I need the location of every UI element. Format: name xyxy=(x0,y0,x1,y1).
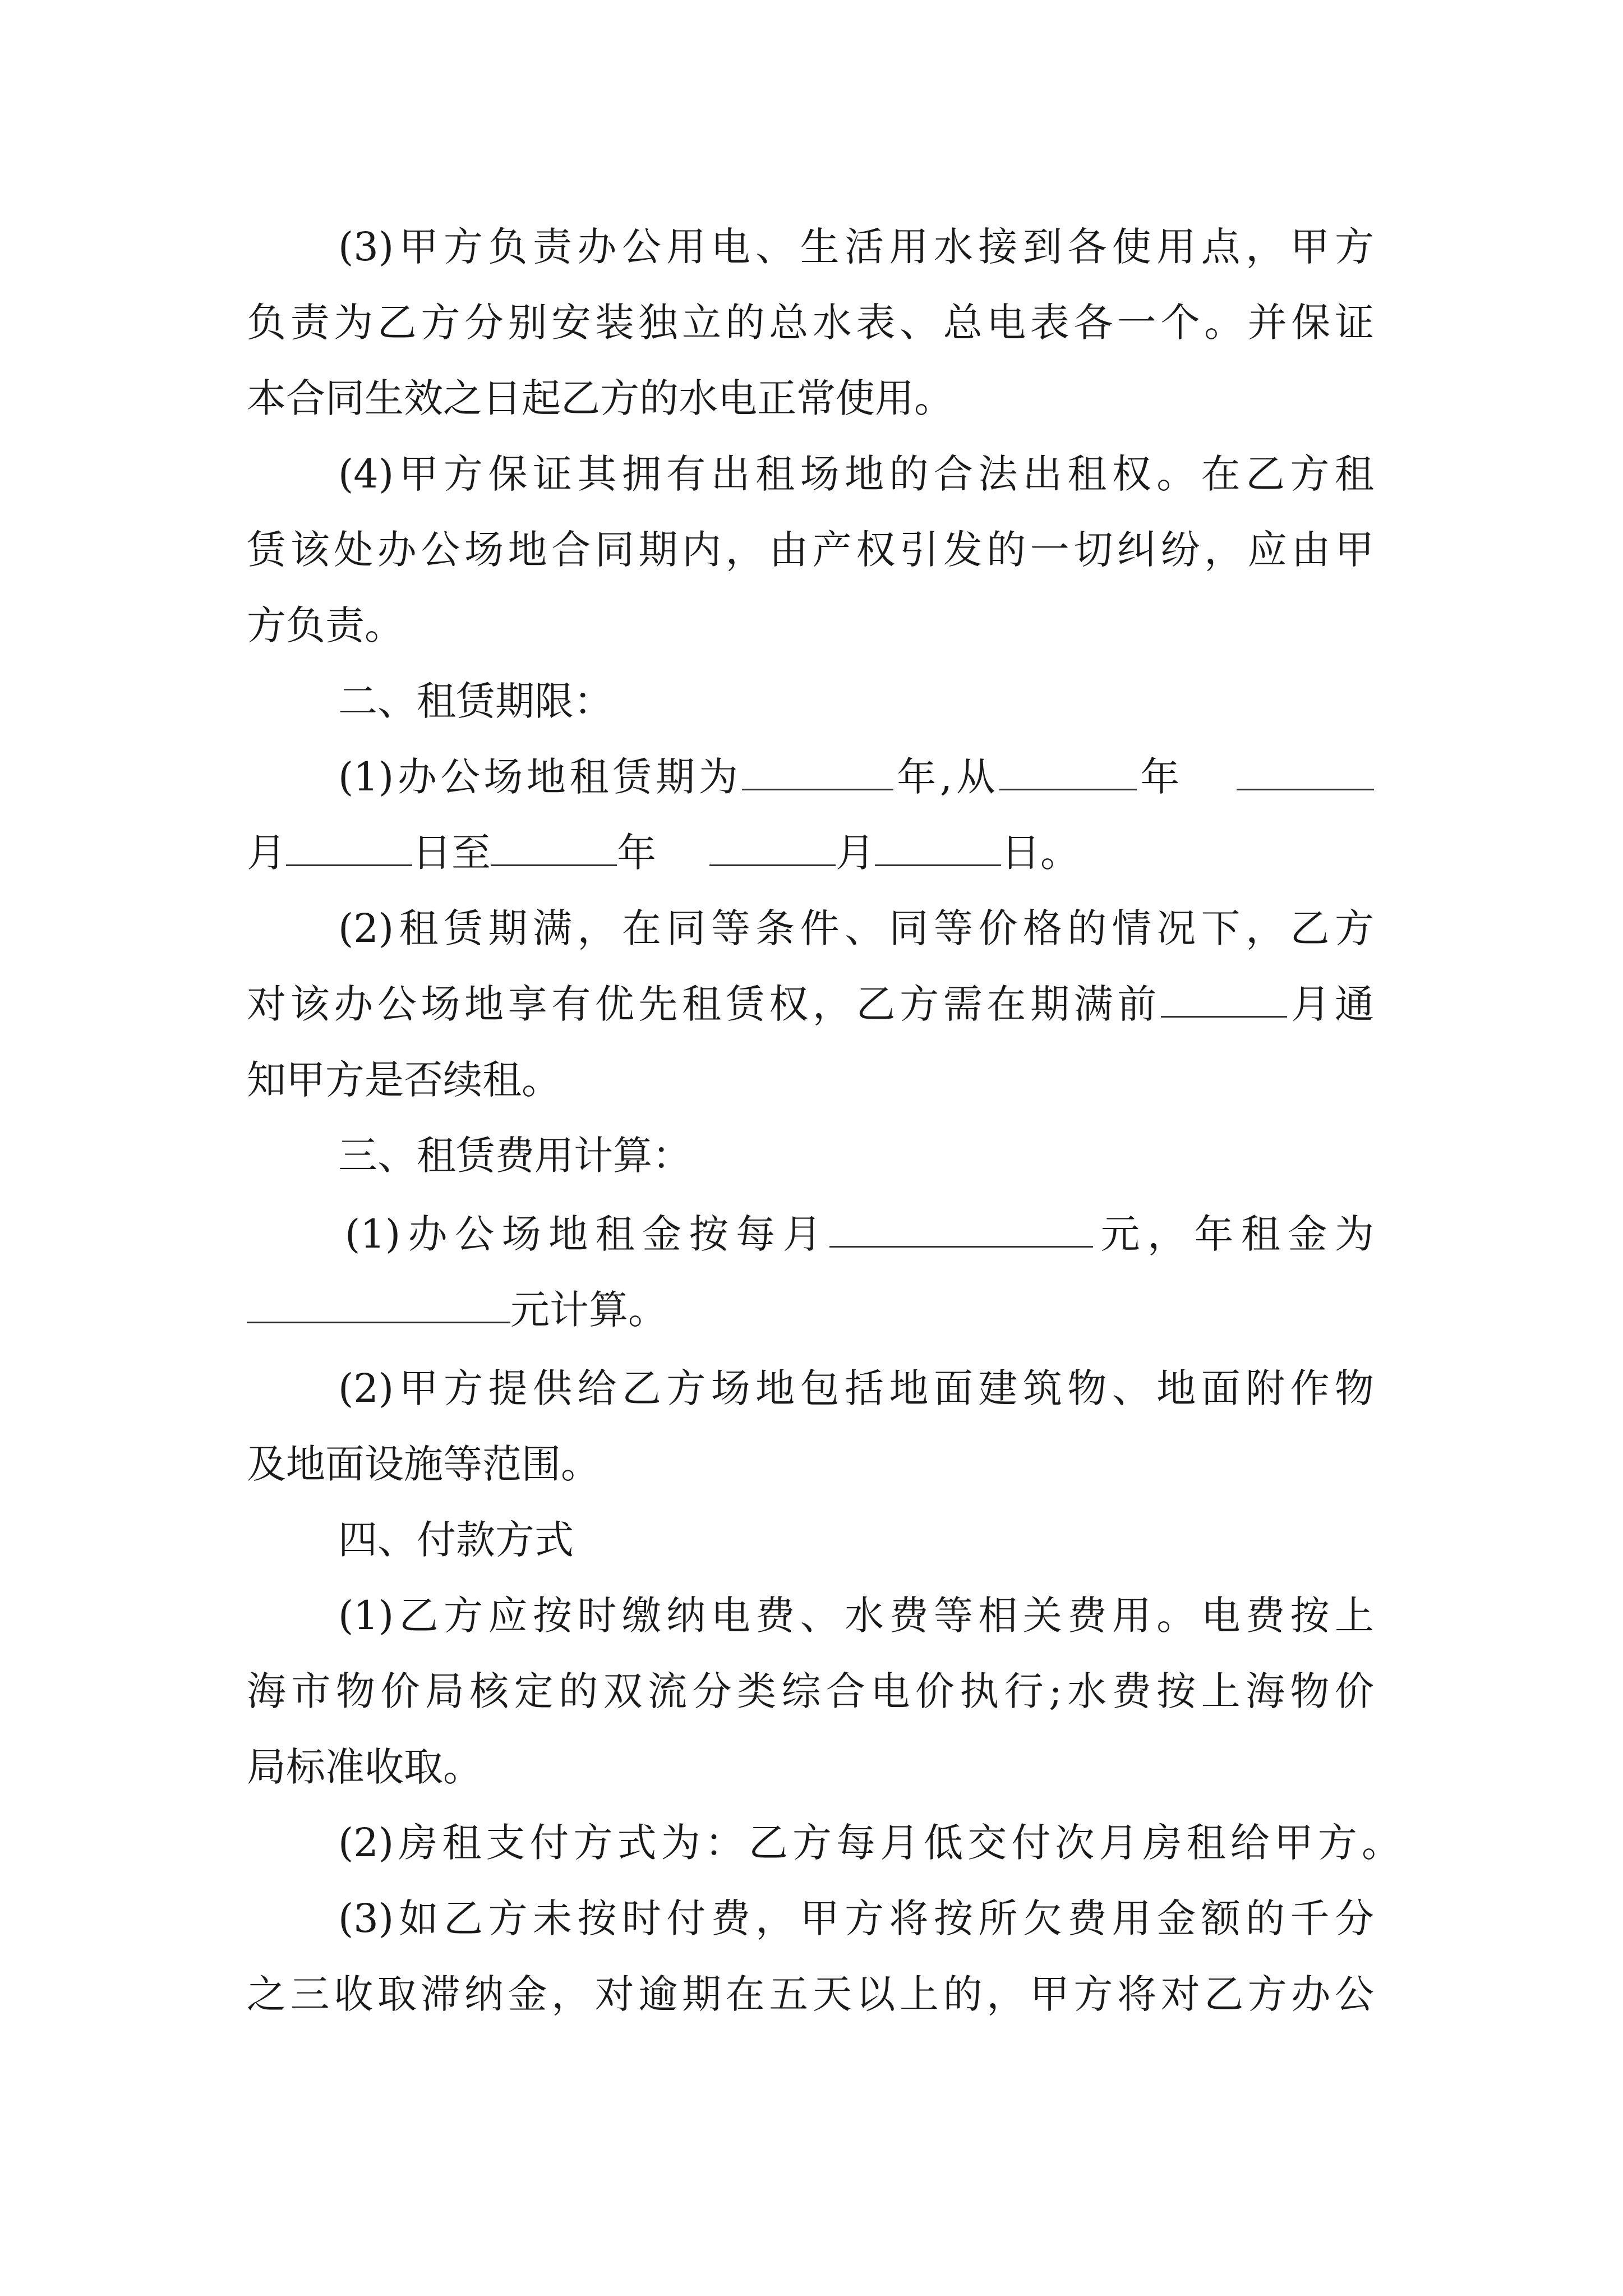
clause-1-3-line-3: 本合同生效之日起乙方的水电正常使用。 xyxy=(247,375,953,421)
monthly-rent-blank xyxy=(829,1207,1093,1248)
clause-2-2-line-1: (2)租赁期满，在同等条件、同等价格的情况下，乙方 xyxy=(338,905,1374,951)
end-month-label: 月 xyxy=(836,830,875,876)
day-to-label: 日至 xyxy=(412,830,491,876)
clause-2-1-line-1 xyxy=(338,746,1374,808)
clause-1-3-line-1: (3)甲方负责办公用电、生活用水接到各使用点，甲方 xyxy=(338,224,1374,270)
annual-rent-blank xyxy=(247,1282,510,1323)
clause-3-1-line-1: (1)办公场地租金按每月 元，年租金为 xyxy=(345,1203,1374,1265)
clause-4-1-line-2: 海市物价局核定的双流分类综合电价执行;水费按上海物价 xyxy=(247,1668,1374,1714)
clause-1-4-line-1: (4)甲方保证其拥有出租场地的合法出租权。在乙方租 xyxy=(338,451,1374,497)
month-label: 月 xyxy=(247,830,286,876)
lease-term-label: (1)办公场地租赁期为 xyxy=(338,754,742,800)
end-day-label: 日。 xyxy=(1001,830,1080,876)
clause-3-2-line-1: (2)甲方提供给乙方场地包括地面建筑物、地面附作物 xyxy=(338,1365,1374,1411)
lease-years-blank xyxy=(742,749,893,790)
start-day-blank xyxy=(286,825,412,866)
clause-2-1-line-2 xyxy=(247,822,1374,884)
clause-2-2-line-2: 对该办公场地享有优先租赁权，乙方需在期满前 月通 xyxy=(247,973,1374,1035)
clause-3-1-line-2: 元计算。 xyxy=(247,1279,1374,1341)
clause-4-3-line-1: (3)如乙方未按时付费，甲方将按所欠费用金额的千分 xyxy=(338,1895,1374,1941)
section-2-heading: 二、租赁期限： xyxy=(338,678,613,724)
start-year-blank xyxy=(999,749,1137,790)
end-year-label: 年 xyxy=(617,830,656,876)
clause-1-3-line-2: 负责为乙方分别安装独立的总水表、总电表各一个。并保证 xyxy=(247,300,1374,346)
section-4-heading: 四、付款方式 xyxy=(338,1517,574,1563)
clause-4-1-line-3: 局标准收取。 xyxy=(247,1744,482,1790)
end-day-blank xyxy=(875,825,1001,866)
end-year-blank xyxy=(491,825,617,866)
clause-2-2-line-3: 知甲方是否续租。 xyxy=(247,1057,561,1103)
clause-4-1-line-1: (1)乙方应按时缴纳电费、水费等相关费用。电费按上 xyxy=(338,1593,1374,1639)
clause-4-3-line-2: 之三收取滞纳金，对逾期在五天以上的，甲方将对乙方办公 xyxy=(247,1971,1374,2017)
clause-4-2-line-1: (2)房租支付方式为：乙方每月低交付次月房租给甲方。 xyxy=(338,1820,1401,1866)
start-month-blank xyxy=(1237,749,1374,790)
year-label: 年 xyxy=(1136,754,1184,800)
clause-3-2-line-2: 及地面设施等范围。 xyxy=(247,1441,600,1487)
clause-1-4-line-2: 赁该处办公场地合同期内，由产权引发的一切纠纷，应由甲 xyxy=(247,527,1374,573)
notice-months-blank xyxy=(1161,977,1287,1018)
clause-1-4-line-3: 方负责。 xyxy=(247,602,404,648)
year-from-label: 年,从 xyxy=(893,754,999,800)
section-3-heading: 三、租赁费用计算： xyxy=(338,1133,691,1179)
end-month-blank xyxy=(709,825,836,866)
